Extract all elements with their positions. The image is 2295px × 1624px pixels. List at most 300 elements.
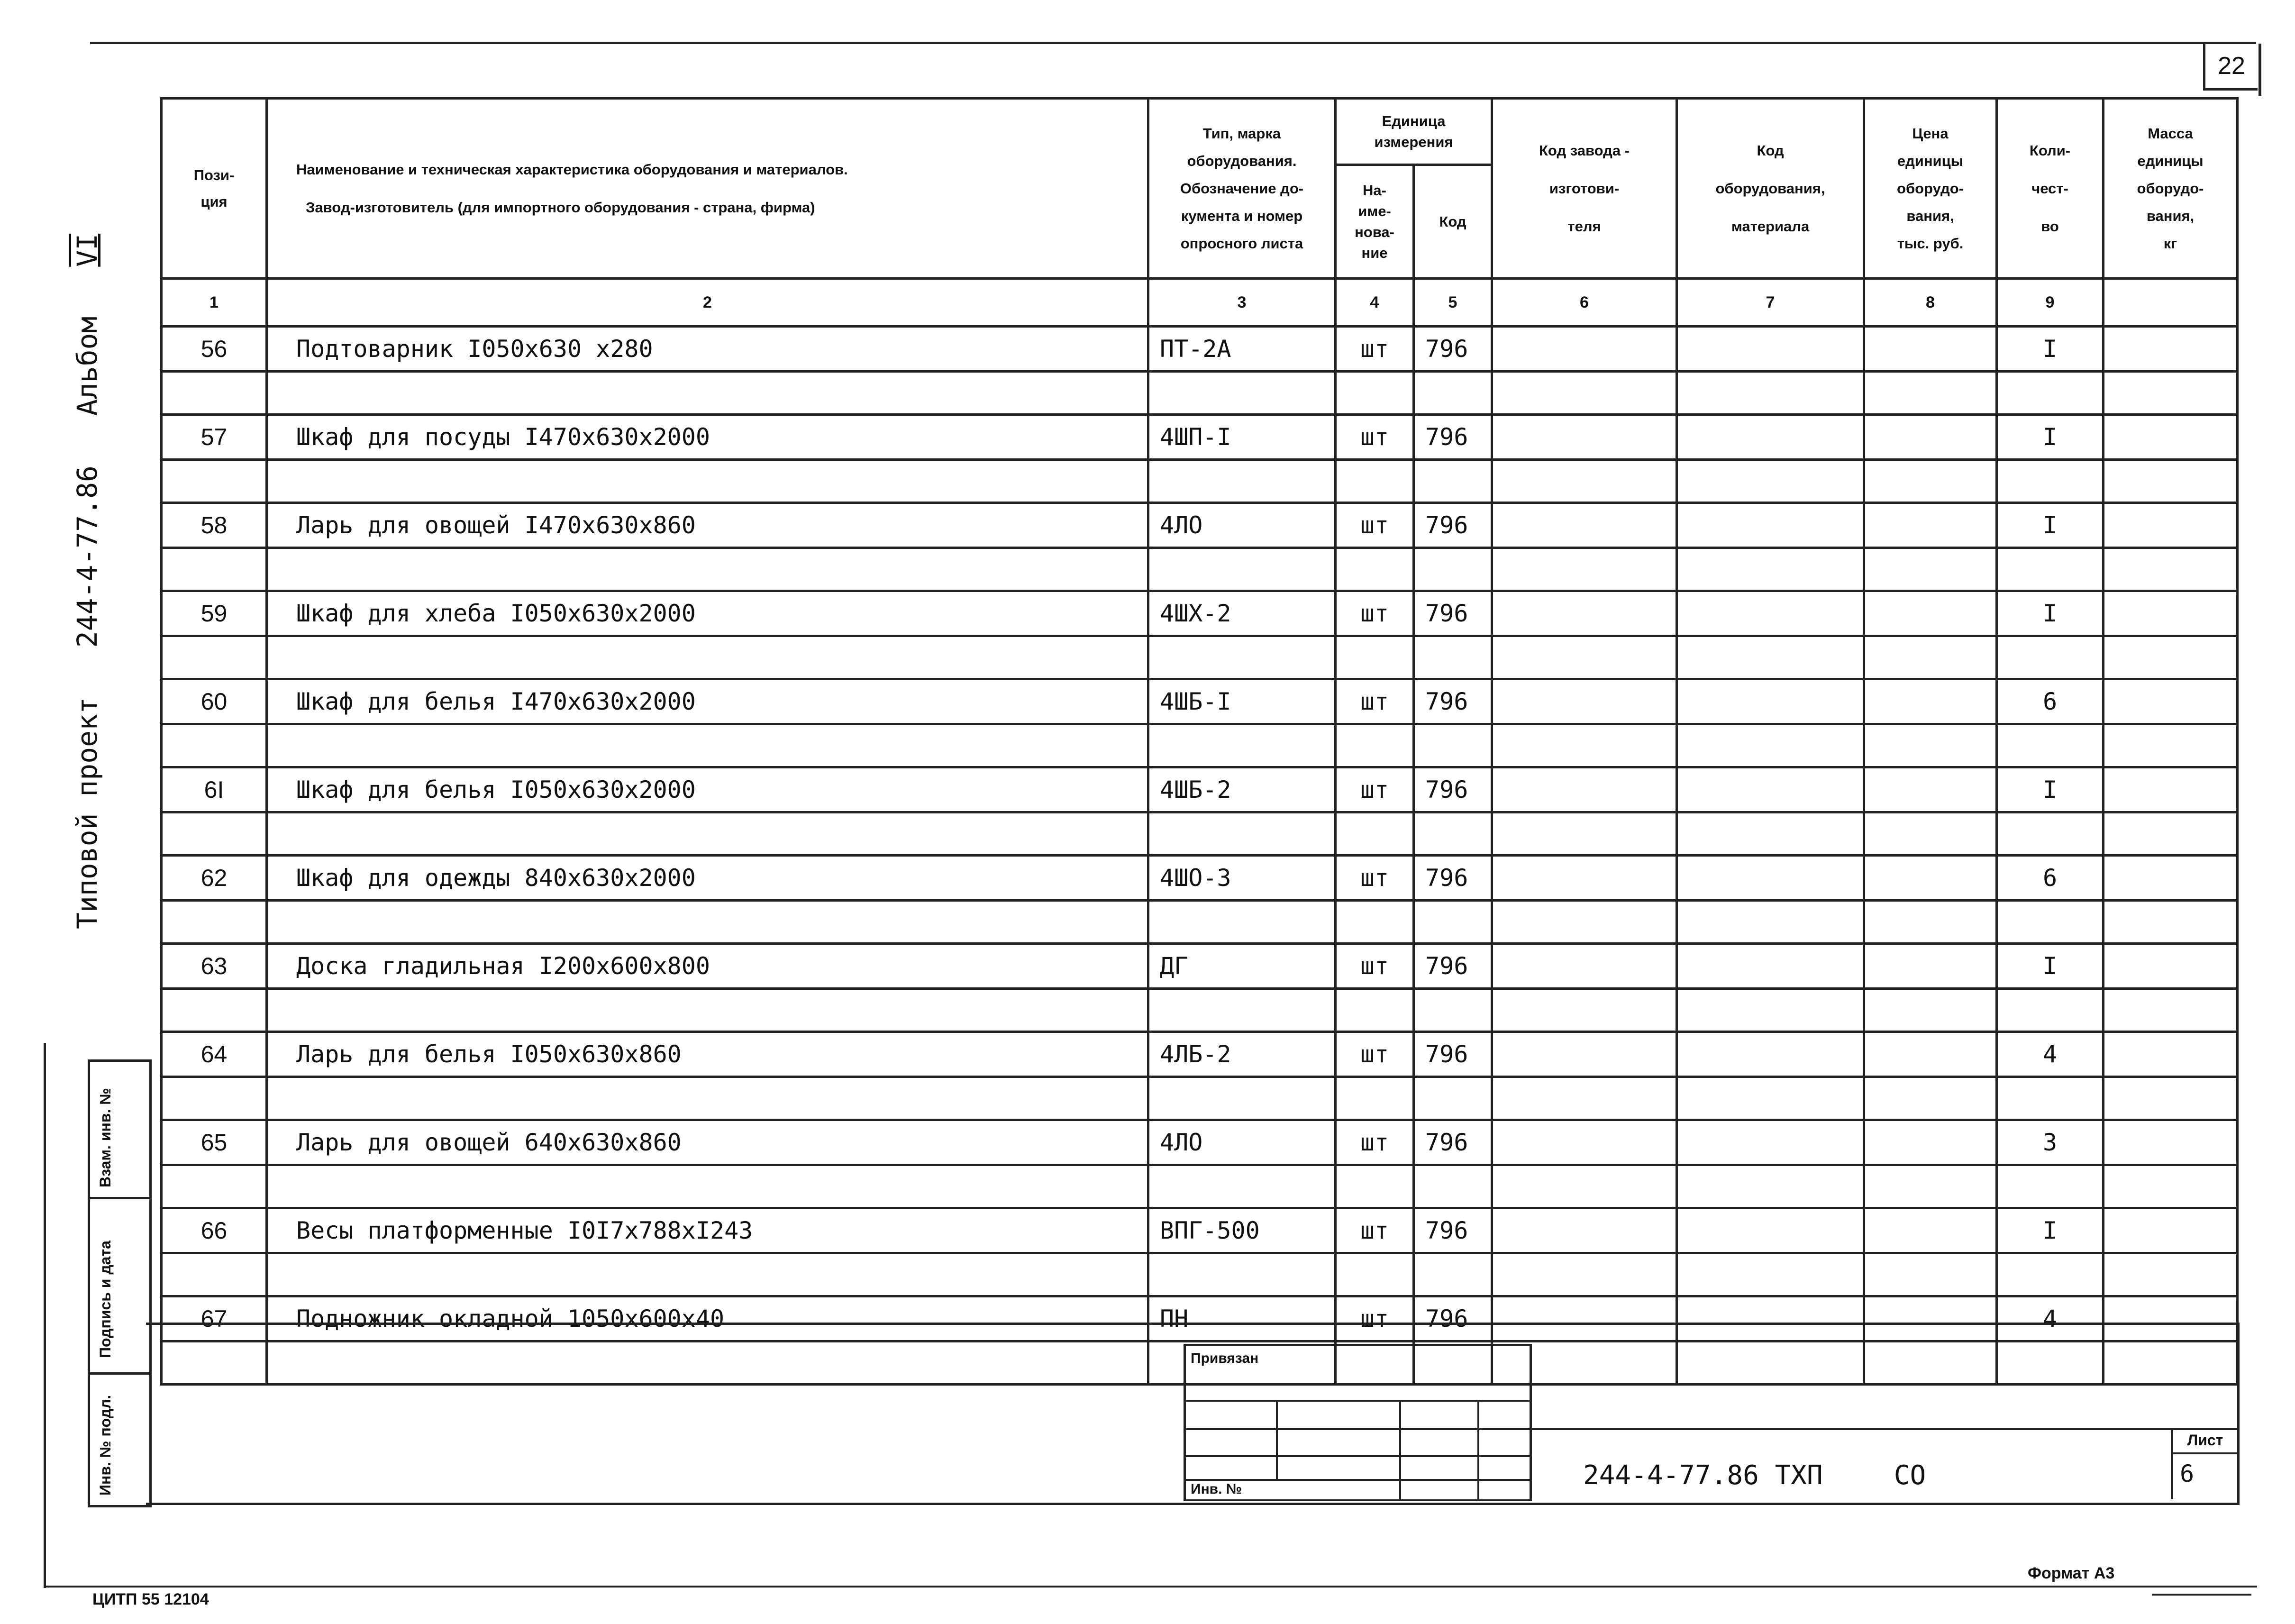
table-row (162, 944, 2238, 989)
item-price (1864, 767, 1997, 812)
item-equipment-code (1677, 1120, 1864, 1165)
row-spacer (162, 1077, 2238, 1120)
spacer-cell (1414, 548, 1492, 591)
spacer-cell (1414, 812, 1492, 856)
spacer-cell (2104, 901, 2238, 944)
sheet-number: 22 (2203, 44, 2258, 91)
spacer-cell (1492, 989, 1677, 1032)
spacer-cell (267, 460, 1148, 503)
spacer-cell (267, 812, 1148, 856)
pos: 65 (162, 1120, 267, 1165)
item-mass (2104, 679, 2238, 724)
spacer-cell (267, 548, 1148, 591)
header-text: ция (200, 193, 228, 210)
spacer-cell (1414, 1165, 1492, 1208)
item-quantity: I (1997, 767, 2104, 812)
item-quantity: I (1997, 591, 2104, 636)
spacer-cell (162, 901, 267, 944)
spacer-cell (1336, 460, 1414, 503)
pos: 63 (162, 944, 267, 989)
item-name: Ларь для овощей I470x630x860 (267, 503, 1148, 548)
title-block (1184, 1344, 1532, 1500)
item-quantity: I (1997, 327, 2104, 372)
header-text: измерения (1374, 133, 1453, 150)
spacer-cell (1492, 1165, 1677, 1208)
item-equipment-code (1677, 767, 1864, 812)
table-row (162, 767, 2238, 812)
item-factory-code (1492, 856, 1677, 901)
item-name: Весы платформенные I0I7x788xI243 (267, 1208, 1148, 1253)
spacer-cell (1414, 989, 1492, 1032)
row-spacer (162, 901, 2238, 944)
item-unit: шт (1336, 415, 1414, 460)
pos: 62 (162, 856, 267, 901)
item-equipment-code (1677, 503, 1864, 548)
item-type: 4ЛБ-2 (1148, 1032, 1336, 1077)
item-factory-code (1492, 503, 1677, 548)
spacer-cell (2104, 1165, 2238, 1208)
spacer-cell (2104, 636, 2238, 679)
document-code (1583, 1460, 1926, 1491)
item-equipment-code (1677, 327, 1864, 372)
spacer-cell (1997, 724, 2104, 767)
pos: 66 (162, 1208, 267, 1253)
header-text: Пози- (193, 166, 235, 183)
header-text: изготови- (1549, 180, 1620, 197)
header-text: чест- (2031, 180, 2068, 197)
header-text: вания, (1906, 207, 1954, 224)
header-text: во (2041, 218, 2059, 235)
header-name (267, 99, 1148, 279)
title-divider (1532, 1428, 2237, 1430)
item-quantity: 3 (1997, 1120, 2104, 1165)
spacer-cell (1864, 460, 1997, 503)
item-quantity: I (1997, 1208, 2104, 1253)
item-price (1864, 944, 1997, 989)
item-name: Шкаф для хлеба I050x630x2000 (267, 591, 1148, 636)
item-quantity: I (1997, 503, 2104, 548)
spacer-cell (1997, 1165, 2104, 1208)
item-mass (2104, 1120, 2238, 1165)
spacer-cell (1677, 636, 1864, 679)
item-price (1864, 415, 1997, 460)
item-equipment-code (1677, 679, 1864, 724)
item-unit: шт (1336, 1120, 1414, 1165)
item-unit: шт (1336, 856, 1414, 901)
spacer-cell (1492, 372, 1677, 415)
item-unit-code: 796 (1414, 1296, 1492, 1341)
item-type: 4ЛО (1148, 1120, 1336, 1165)
item-unit: шт (1336, 591, 1414, 636)
column-number-row (162, 279, 2238, 327)
stamp-podpis (88, 1195, 152, 1375)
item-type: 4ШБ-I (1148, 679, 1336, 724)
header-row (162, 99, 2238, 165)
spacer-cell (1148, 460, 1336, 503)
item-equipment-code (1677, 591, 1864, 636)
spacer-cell (1148, 548, 1336, 591)
item-factory-code (1492, 327, 1677, 372)
item-name: Шкаф для белья I050x630x2000 (267, 767, 1148, 812)
header-position (162, 99, 267, 279)
item-factory-code (1492, 767, 1677, 812)
header-text: Код (1757, 142, 1784, 159)
spacer-cell (1677, 724, 1864, 767)
item-unit-code: 796 (1414, 944, 1492, 989)
row-spacer (162, 724, 2238, 767)
item-quantity: I (1997, 415, 2104, 460)
spacer-cell (1336, 901, 1414, 944)
spacer-cell (1336, 1165, 1414, 1208)
item-price (1864, 327, 1997, 372)
pos: 58 (162, 503, 267, 548)
spacer-cell (1414, 1253, 1492, 1296)
item-mass (2104, 591, 2238, 636)
spacer-cell (1864, 1253, 1997, 1296)
spacer-cell (267, 1253, 1148, 1296)
row-spacer (162, 1253, 2238, 1296)
header-text: ние (1361, 244, 1388, 261)
item-price (1864, 591, 1997, 636)
item-quantity: 4 (1997, 1296, 2104, 1341)
spacer-cell (1336, 989, 1414, 1032)
spacer-cell (1148, 724, 1336, 767)
col-number: 1 (162, 279, 267, 327)
header-price (1864, 99, 1997, 279)
spacer-cell (1677, 460, 1864, 503)
spacer-cell (1492, 636, 1677, 679)
spacer-cell (1414, 724, 1492, 767)
spacer-cell (2104, 989, 2238, 1032)
item-type: 4ШБ-2 (1148, 767, 1336, 812)
item-unit-code: 796 (1414, 679, 1492, 724)
header-text: оборудования, (1715, 180, 1825, 197)
footer-format: Формат А3 (2028, 1564, 2115, 1582)
item-name: Ларь для овощей 640x630x860 (267, 1120, 1148, 1165)
item-factory-code (1492, 944, 1677, 989)
side-code: 244-4-77.86 (71, 465, 103, 648)
item-type: 4ШО-3 (1148, 856, 1336, 901)
item-equipment-code (1677, 1032, 1864, 1077)
pos: 64 (162, 1032, 267, 1077)
item-name: Подножник окладной 1050x600x40 (267, 1296, 1148, 1341)
spacer-cell (162, 548, 267, 591)
col-number: 4 (1336, 279, 1414, 327)
table-row (162, 679, 2238, 724)
item-price (1864, 1120, 1997, 1165)
item-name: Подтоварник I050x630 x280 (267, 327, 1148, 372)
spacer-cell (162, 460, 267, 503)
item-unit: шт (1336, 503, 1414, 548)
spacer-cell (267, 372, 1148, 415)
spacer-cell (267, 1165, 1148, 1208)
spacer-cell (2104, 548, 2238, 591)
table-body (162, 327, 2238, 1385)
spacer-cell (162, 724, 267, 767)
item-name: Шкаф для белья I470x630x2000 (267, 679, 1148, 724)
item-mass (2104, 327, 2238, 372)
specification-table (160, 97, 2239, 1386)
spacer-cell (1997, 901, 2104, 944)
header-text: единицы (1897, 152, 1964, 169)
header-mass (2104, 99, 2238, 279)
list-number: 6 (2180, 1460, 2195, 1487)
item-quantity: 4 (1997, 1032, 2104, 1077)
spacer-cell (1864, 812, 1997, 856)
row-spacer (162, 372, 2238, 415)
item-unit-code: 796 (1414, 856, 1492, 901)
spacer-cell (162, 1077, 267, 1120)
spacer-cell (1148, 901, 1336, 944)
table-row (162, 415, 2238, 460)
item-type: 4ЛО (1148, 503, 1336, 548)
spacer-cell (267, 636, 1148, 679)
item-unit-code: 796 (1414, 1120, 1492, 1165)
item-equipment-code (1677, 1208, 1864, 1253)
item-mass (2104, 944, 2238, 989)
item-type: ПН (1148, 1296, 1336, 1341)
list-box (2171, 1428, 2237, 1499)
header-text: Наименование и техническая характеристика оборудования и материалов. (296, 161, 848, 178)
side-project: Типовой проект (71, 697, 103, 929)
spacer-cell (1864, 1165, 1997, 1208)
side-album: Альбом (71, 316, 103, 416)
item-price (1864, 503, 1997, 548)
item-unit-code: 796 (1414, 591, 1492, 636)
spacer-cell (1336, 372, 1414, 415)
col-number (2104, 279, 2238, 327)
spacer-cell (1864, 372, 1997, 415)
item-type: 4ШХ-2 (1148, 591, 1336, 636)
header-text: вания, (2146, 207, 2195, 224)
table-row (162, 1032, 2238, 1077)
header-text: оборудо- (1897, 180, 1964, 197)
spacer-cell (162, 636, 267, 679)
row-spacer (162, 636, 2238, 679)
spacer-cell (1492, 812, 1677, 856)
header-text: Коли- (2029, 142, 2071, 159)
spacer-cell (2104, 460, 2238, 503)
pos: 67 (162, 1296, 267, 1341)
header-text: Код завода - (1539, 142, 1630, 159)
spacer-cell (267, 989, 1148, 1032)
item-name: Шкаф для посуды I470x630x2000 (267, 415, 1148, 460)
header-text: теля (1567, 218, 1601, 235)
item-factory-code (1492, 415, 1677, 460)
header-text: кг (2163, 235, 2177, 252)
item-mass (2104, 856, 2238, 901)
header-text: На- (1363, 182, 1386, 199)
spacer-cell (1864, 636, 1997, 679)
spacer-cell (1677, 812, 1864, 856)
spacer-cell (1677, 901, 1864, 944)
frame-left-line (44, 1043, 46, 1588)
spacer-cell (1997, 1253, 2104, 1296)
stamp-vzam (88, 1059, 152, 1199)
item-quantity: 6 (1997, 679, 2104, 724)
spacer-cell (1148, 372, 1336, 415)
item-factory-code (1492, 1208, 1677, 1253)
inv-label: Инв. № (1191, 1481, 1242, 1497)
item-unit: шт (1336, 1032, 1414, 1077)
item-unit-code: 796 (1414, 1208, 1492, 1253)
row-spacer (162, 1165, 2238, 1208)
spacer-cell (1492, 1077, 1677, 1120)
pos: 6I (162, 767, 267, 812)
spacer-cell (1336, 812, 1414, 856)
spacer-cell (1864, 1077, 1997, 1120)
spacer-cell (1492, 1253, 1677, 1296)
table-row (162, 591, 2238, 636)
table-row (162, 856, 2238, 901)
col-number: 8 (1864, 279, 1997, 327)
header-unit-name (1336, 165, 1414, 279)
item-price (1864, 1032, 1997, 1077)
item-type: ПТ-2А (1148, 327, 1336, 372)
header-text: оборудования. (1187, 152, 1297, 169)
pos: 59 (162, 591, 267, 636)
spacer-cell (162, 372, 267, 415)
spacer-cell (1148, 1253, 1336, 1296)
item-factory-code (1492, 1120, 1677, 1165)
row-spacer (162, 460, 2238, 503)
row-spacer (162, 812, 2238, 856)
col-number: 3 (1148, 279, 1336, 327)
item-unit-code: 796 (1414, 767, 1492, 812)
privyazan-label: Привязан (1191, 1350, 1259, 1366)
item-price (1864, 679, 1997, 724)
item-factory-code (1492, 1032, 1677, 1077)
row-spacer (162, 548, 2238, 591)
header-text: Тип, марка (1202, 125, 1281, 142)
spacer-cell (1677, 1253, 1864, 1296)
spacer-cell (162, 1165, 267, 1208)
spacer-cell (1997, 1077, 2104, 1120)
item-factory-code (1492, 591, 1677, 636)
item-unit: шт (1336, 1208, 1414, 1253)
stamp-label: Инв. № подл. (97, 1395, 114, 1496)
spacer-cell (1677, 1077, 1864, 1120)
header-factory-code (1492, 99, 1677, 279)
item-price (1864, 856, 1997, 901)
col-number: 2 (267, 279, 1148, 327)
footer-underline (2152, 1594, 2251, 1596)
table-row (162, 1208, 2238, 1253)
item-name: Доска гладильная I200x600x800 (267, 944, 1148, 989)
side-album-num: VI (71, 233, 103, 267)
header-unit-code: Код (1414, 165, 1492, 279)
spacer-cell (1492, 724, 1677, 767)
doc-suffix: СО (1894, 1460, 1926, 1491)
spacer-cell (1336, 548, 1414, 591)
spacer-cell (1148, 636, 1336, 679)
item-unit-code: 796 (1414, 415, 1492, 460)
item-unit: шт (1336, 767, 1414, 812)
table-row (162, 327, 2238, 372)
item-quantity: I (1997, 944, 2104, 989)
spacer-cell (1677, 989, 1864, 1032)
pos: 57 (162, 415, 267, 460)
item-unit-code: 796 (1414, 1032, 1492, 1077)
list-label: Лист (2173, 1428, 2237, 1454)
item-unit: шт (1336, 327, 1414, 372)
spacer-cell (1864, 901, 1997, 944)
spacer-cell (1492, 460, 1677, 503)
header-text: Единица (1382, 112, 1446, 129)
col-number: 9 (1997, 279, 2104, 327)
spacer-cell (2104, 812, 2238, 856)
spacer-cell (1414, 460, 1492, 503)
spacer-cell (1677, 1165, 1864, 1208)
header-text: опросного листа (1180, 235, 1303, 252)
spacer-cell (267, 724, 1148, 767)
header-type (1148, 99, 1336, 279)
table-row (162, 1120, 2238, 1165)
row-spacer (162, 989, 2238, 1032)
frame-top-line (90, 42, 2256, 44)
header-text: Обозначение до- (1180, 180, 1304, 197)
spacer-cell (1997, 636, 2104, 679)
footer-left: ЦИТП 55 12104 (92, 1590, 209, 1608)
stamp-label: Подпись и дата (97, 1241, 114, 1358)
table-row (162, 503, 2238, 548)
spacer-cell (2104, 724, 2238, 767)
item-mass (2104, 415, 2238, 460)
item-unit: шт (1336, 1296, 1414, 1341)
item-type: ВПГ-500 (1148, 1208, 1336, 1253)
item-unit-code: 796 (1414, 327, 1492, 372)
spacer-cell (1997, 460, 2104, 503)
stamp-label: Взам. инв. № (97, 1088, 114, 1187)
col-number: 5 (1414, 279, 1492, 327)
item-unit-code: 796 (1414, 503, 1492, 548)
item-equipment-code (1677, 856, 1864, 901)
spacer-cell (1997, 989, 2104, 1032)
spacer-cell (1148, 1165, 1336, 1208)
header-text: кумента и номер (1181, 207, 1303, 224)
spacer-cell (1336, 636, 1414, 679)
pos: 56 (162, 327, 267, 372)
header-equipment-code (1677, 99, 1864, 279)
spacer-cell (267, 1077, 1148, 1120)
spacer-cell (2104, 1253, 2238, 1296)
item-type: ДГ (1148, 944, 1336, 989)
item-price (1864, 1208, 1997, 1253)
item-equipment-code (1677, 944, 1864, 989)
spacer-cell (1864, 724, 1997, 767)
item-factory-code (1492, 679, 1677, 724)
item-mass (2104, 1208, 2238, 1253)
spacer-cell (1677, 548, 1864, 591)
item-type: 4ШП-I (1148, 415, 1336, 460)
spacer-cell (1414, 901, 1492, 944)
col-number: 7 (1677, 279, 1864, 327)
item-quantity: 6 (1997, 856, 2104, 901)
spacer-cell (1148, 812, 1336, 856)
spacer-cell (1864, 989, 1997, 1032)
spacer-cell (1336, 1077, 1414, 1120)
spacer-cell (1414, 372, 1492, 415)
spacer-cell (1492, 548, 1677, 591)
stamp-inv-podl (88, 1372, 152, 1507)
spacer-cell (1492, 901, 1677, 944)
spacer-cell (162, 989, 267, 1032)
header-text: име- (1358, 202, 1391, 219)
header-text: Цена (1912, 125, 1949, 142)
item-mass (2104, 503, 2238, 548)
item-unit: шт (1336, 679, 1414, 724)
corner-tick (2259, 44, 2261, 96)
